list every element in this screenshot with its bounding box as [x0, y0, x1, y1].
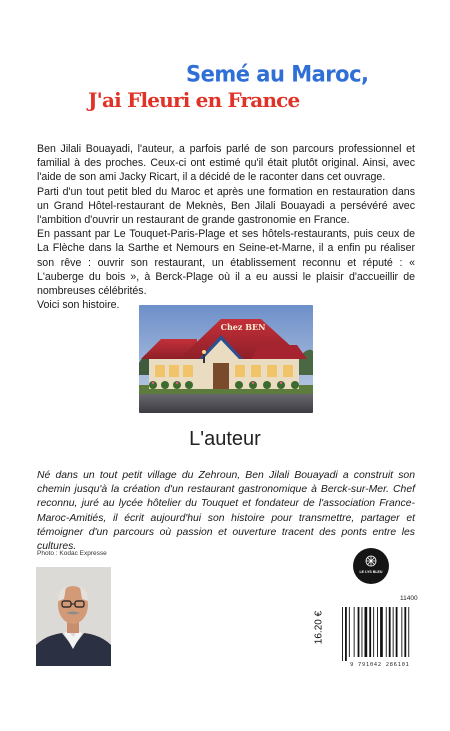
author-portrait — [36, 567, 111, 666]
author-heading: L'auteur — [189, 428, 261, 450]
restaurant-image — [139, 305, 313, 413]
title-line-2: J'ai Fleuri en France — [88, 88, 300, 112]
lily-icon — [353, 548, 389, 584]
barcode — [340, 605, 412, 661]
price: 16.20 € — [313, 610, 325, 645]
synopsis-paragraph: En passant par Le Touquet-Paris-Plage et ses hôtels-restaurants, puis ceux de La Flèche dans la Sarthe et Nemours en Seine-et-Marne, il a enfin pu réaliser son rêve : ouvrir son restaurant, un établissement reconnu et réputé : « L'auberge du bois », à Berck-Plage où il a eu aussi le plaisir d'accueillir de nombreuses célébrités. — [37, 228, 415, 298]
barcode-digits: 9 791042 286101 — [350, 662, 410, 668]
publisher-name: LE LYS BLEU — [359, 570, 383, 574]
restaurant-illustration — [139, 305, 313, 413]
author-photo — [36, 567, 111, 666]
publisher-logo — [353, 548, 389, 584]
synopsis-paragraph: Parti d'un tout petit bled du Maroc et après une formation en restauration dans un Grand Hôtel-restaurant de Meknès, Ben Jilali Bouayadi a persévéré avec l'ambition d'ouvrir un restaurant de grande gastronomie en France. — [37, 185, 415, 227]
reference-number: 11400 — [400, 595, 418, 602]
synopsis-paragraph: Voici son histoire. — [37, 299, 120, 312]
title-line-1: Semé au Maroc, — [186, 61, 369, 87]
synopsis — [37, 142, 415, 312]
photo-credit: Photo : Kodac Expresse — [37, 550, 107, 557]
synopsis-paragraph: Ben Jilali Bouayadi, l'auteur, a parfois parlé de son parcours professionnel et familial à des proches. Ceux-ci ont estimé qu'il était plutôt original. Ainsi, avec l'aide de son ami Jacky Ricart, il a décidé de le raconter dans cet ouvrage. — [37, 143, 415, 184]
author-bio: Né dans un tout petit village du Zehroun, Ben Jilali Bouayadi a construit son chemin jusqu'à la création d'un restaurant gastronomique à Berck-sur-Mer. Chef reconnu, juré au lycée hôtelier du Touquet et fondateur de l'association France-Maroc-Amitiés, il écrit aujourd'hui son histoire pour transmettre, partager et témoigner d'un parcours où passion et ouverture tracent des ponts entre les cultures. — [37, 470, 415, 553]
restaurant-sign: Chez BEN — [220, 322, 266, 332]
